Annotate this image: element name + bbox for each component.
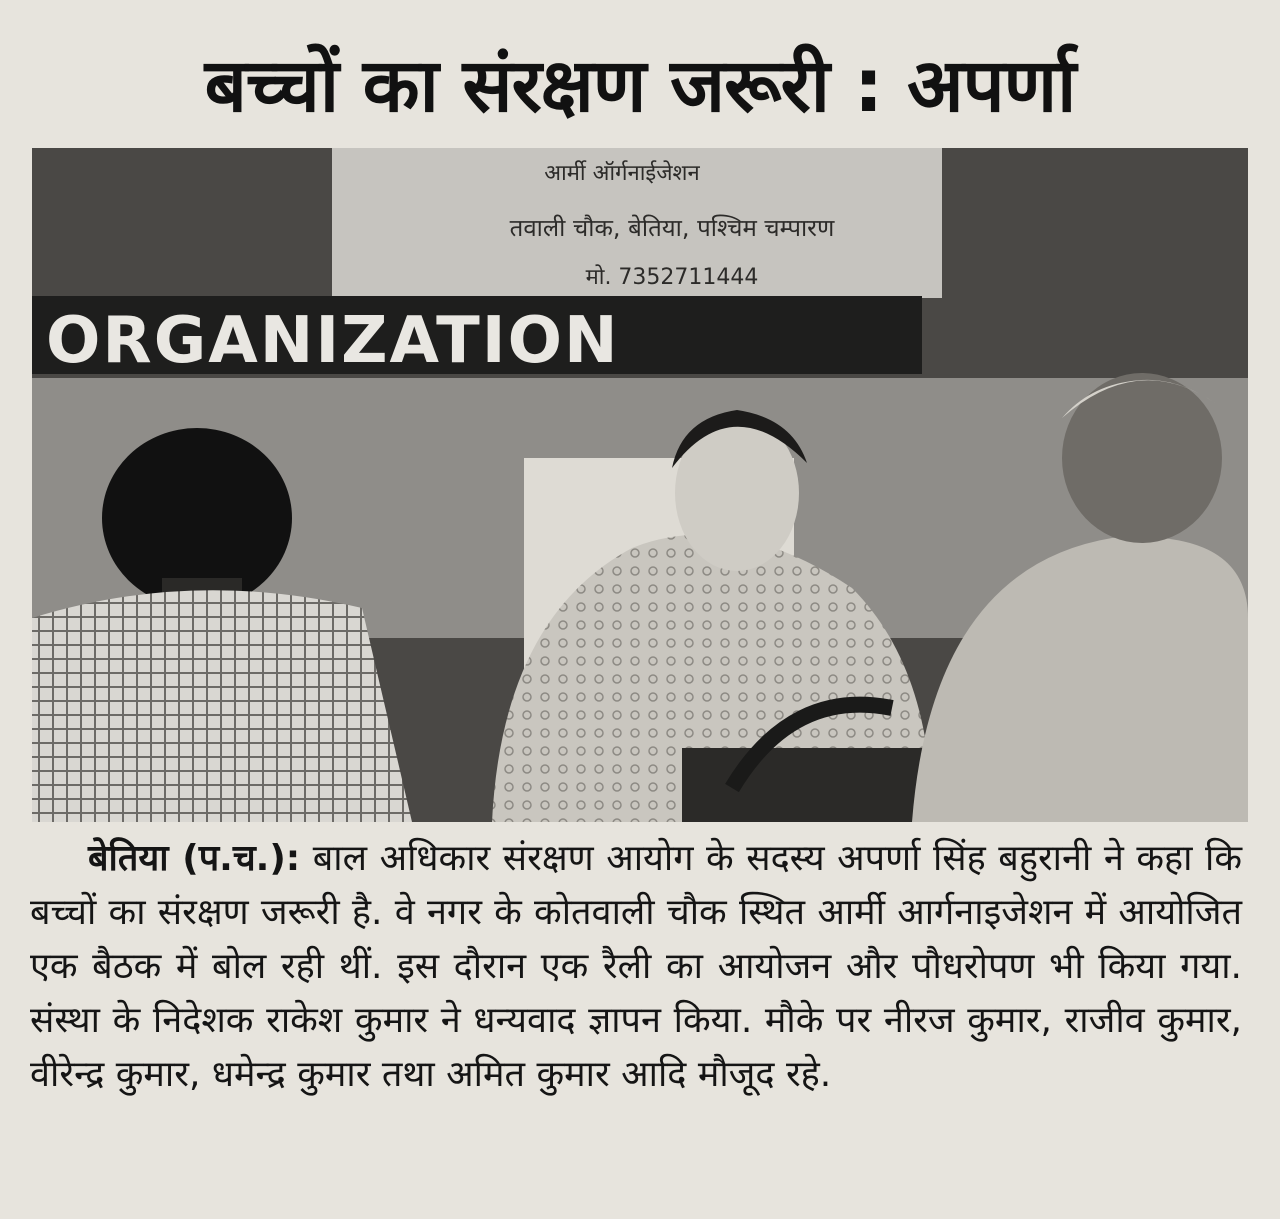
banner-org-text: ORGANIZATION [46, 304, 620, 378]
article-text: बाल अधिकार संरक्षण आयोग के सदस्य अपर्णा सिंह बहुरानी ने कहा कि बच्चों का संरक्षण जरूरी है. वे नगर के कोतवाली चौक स्थित आर्मी आर्गनाइजेशन में आयोजित एक बैठक में बोल रही थीं. इस दौरान एक रैली का आयोजन और पौधरोपण भी किया गया. संस्था के निदेशक राकेश कुमार ने धन्यवाद ज्ञापन किया. मौके पर नीरज कुमार, राजीव कुमार, वीरेन्द्र कुमार, धमेन्द्र कुमार तथा अमित कुमार आदि मौजूद रहे. [30, 838, 1242, 1095]
article-body [30, 832, 1242, 1212]
headline: बच्चों का संरक्षण जरूरी : अपर्णा [204, 43, 1076, 129]
banner-line1: आर्मी ऑर्गनाईजेशन [544, 161, 700, 186]
photo-illustration [32, 148, 1248, 822]
banner-line2: तवाली चौक, बेतिया, पश्चिम चम्पारण [509, 214, 835, 242]
banner-phone: मो. 7352711444 [585, 265, 759, 290]
dateline: बेतिया (प.च.): [88, 838, 301, 879]
article-paragraph [30, 832, 1242, 1102]
news-photo [32, 148, 1248, 822]
